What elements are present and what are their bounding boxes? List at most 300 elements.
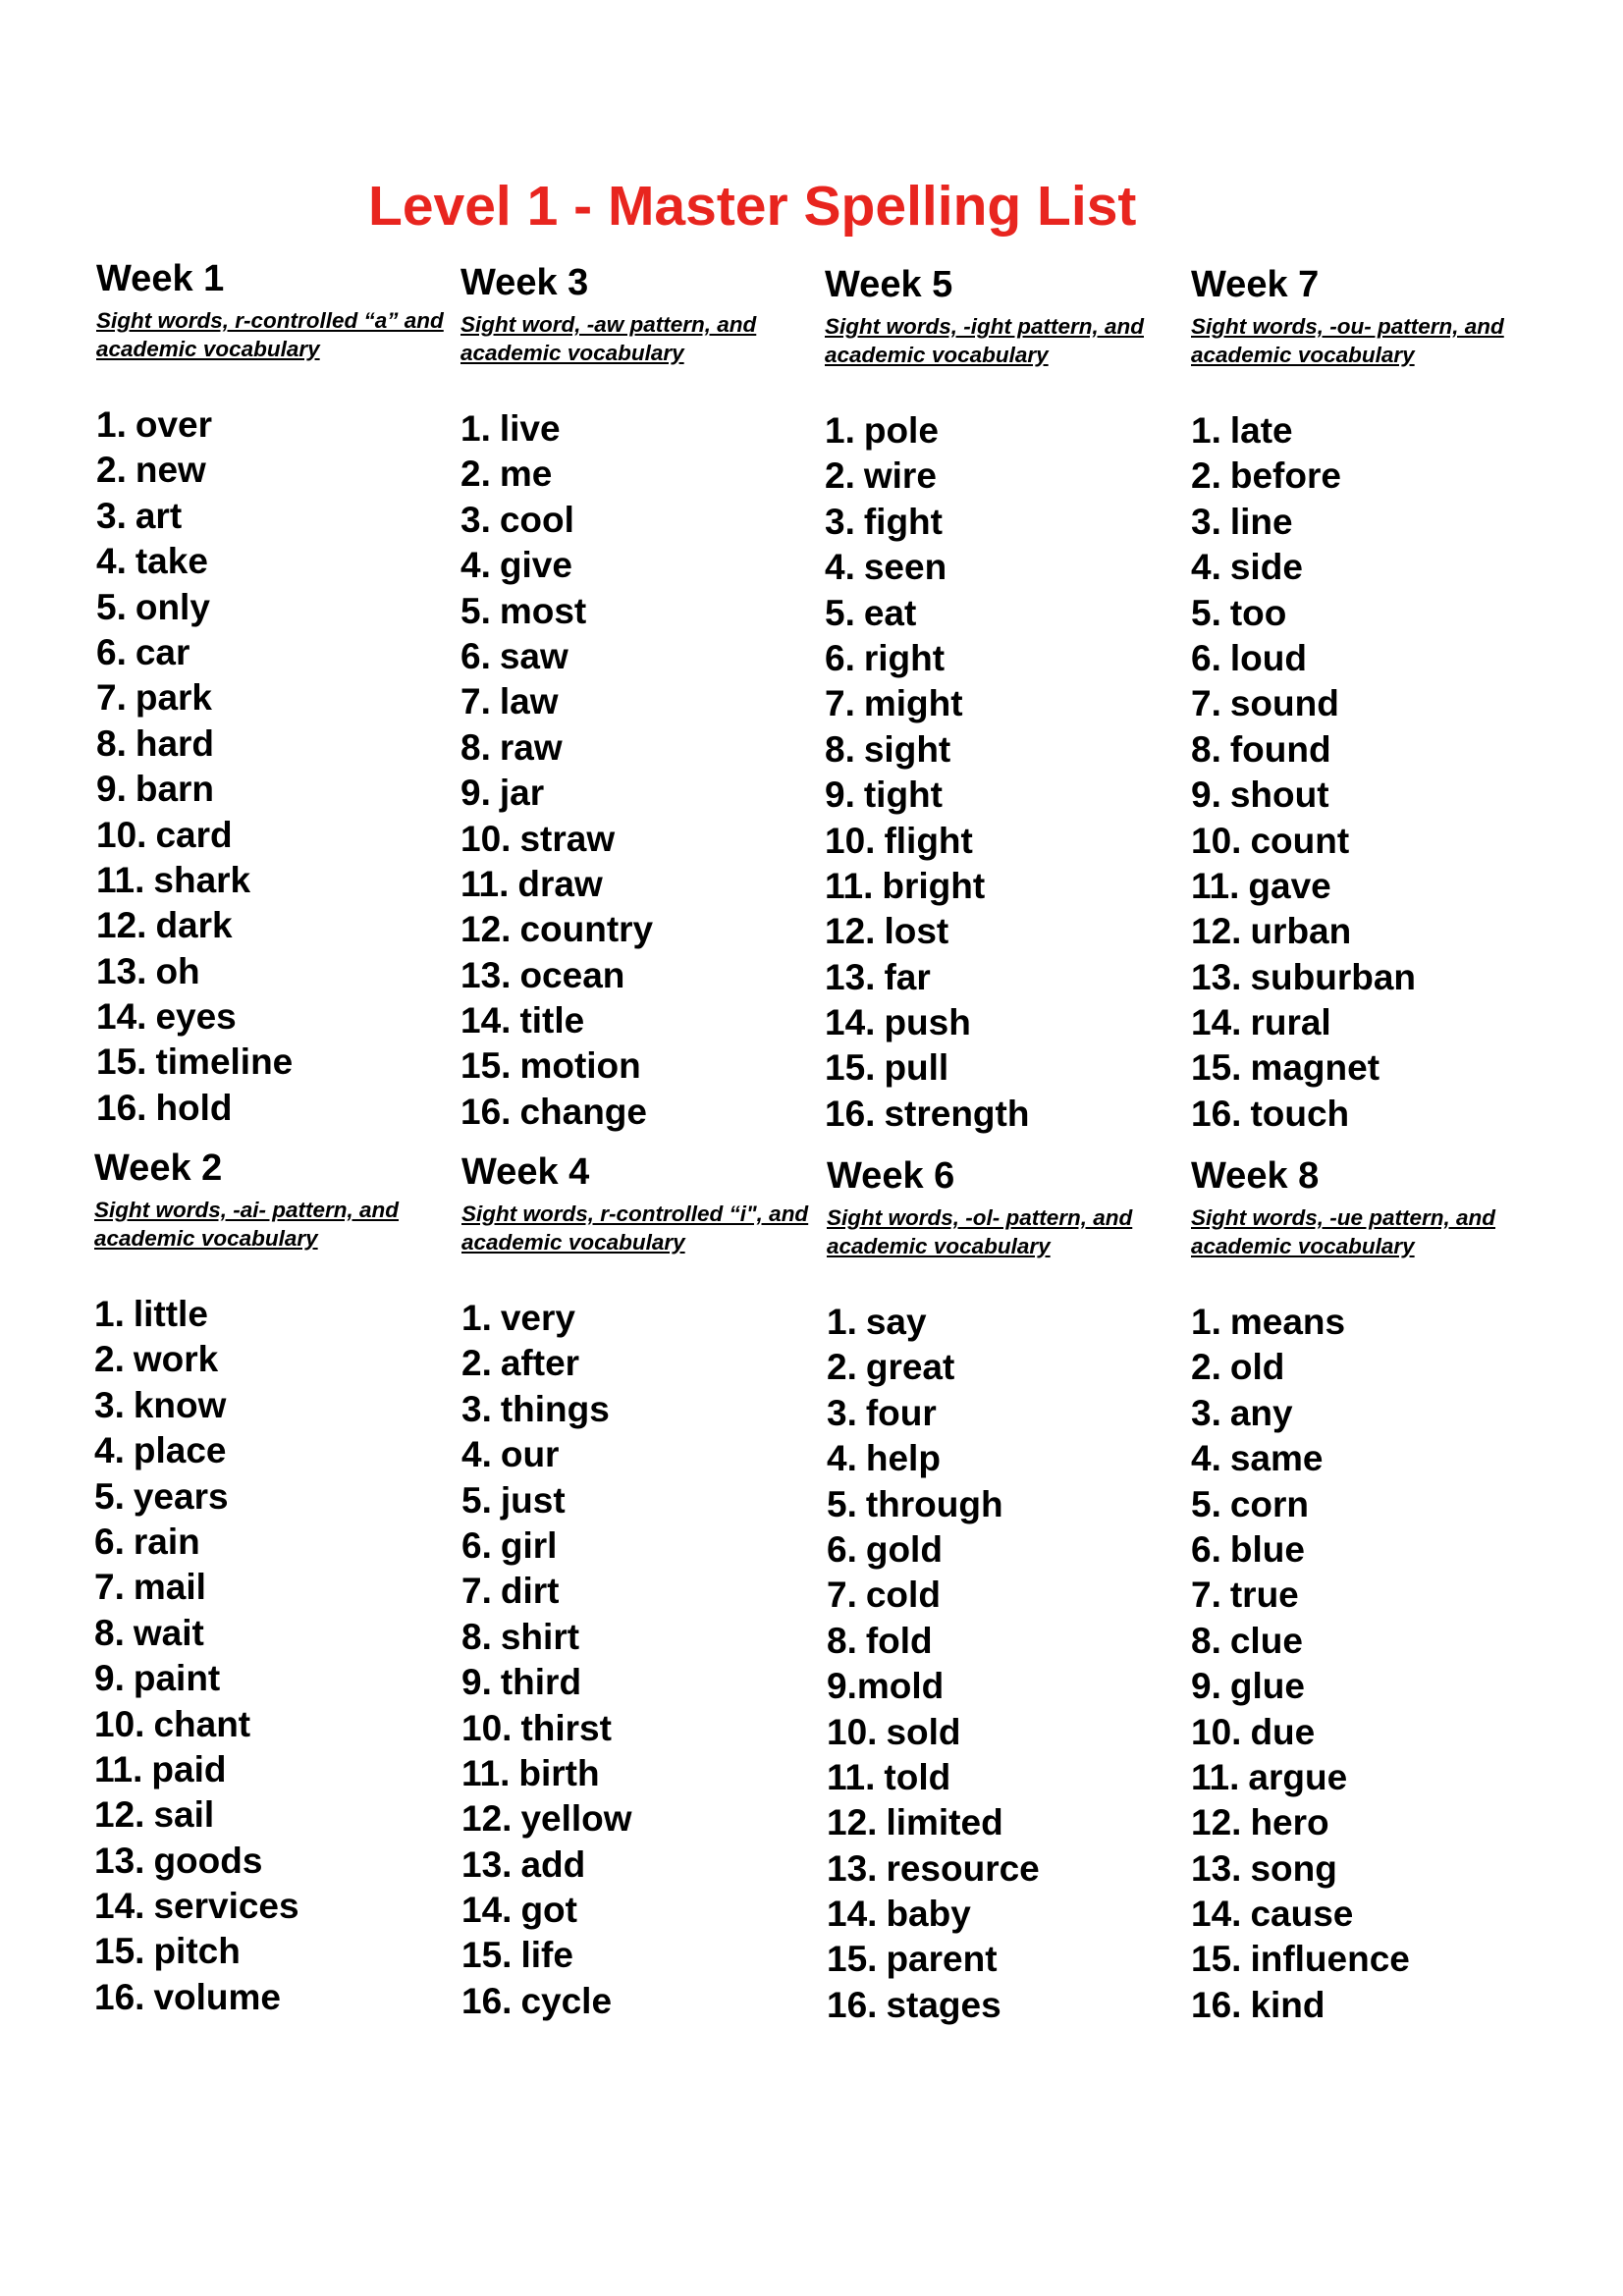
list-item — [96, 858, 293, 903]
list-item — [461, 1615, 632, 1660]
spelling-word: pull — [884, 1047, 949, 1089]
list-item — [96, 949, 293, 994]
item-number: 4. — [827, 1438, 857, 1479]
item-number: 1. — [825, 410, 855, 451]
list-item — [96, 903, 293, 948]
spelling-word: art — [135, 495, 183, 536]
list-item — [460, 907, 653, 952]
spelling-word: push — [884, 1002, 971, 1043]
list-item — [460, 953, 653, 998]
week-title: Week 4 — [461, 1151, 590, 1193]
item-number: 10. — [825, 820, 876, 861]
item-number: 9. — [1191, 1666, 1221, 1707]
list-item — [461, 1341, 632, 1386]
list-item — [1191, 1482, 1410, 1527]
week-subtitle: Sight words, -ight pattern, and academic vocabulary — [825, 314, 1144, 367]
list-item — [825, 1000, 1029, 1045]
spelling-word: late — [1229, 410, 1293, 451]
spelling-word: means — [1229, 1302, 1346, 1342]
list-item — [827, 1664, 1040, 1709]
list-item — [1191, 545, 1416, 590]
list-item — [460, 817, 653, 862]
item-number: 9. — [827, 1666, 857, 1707]
spelling-word: live — [499, 408, 561, 449]
spelling-word: after — [500, 1343, 580, 1384]
item-number: 16. — [825, 1093, 876, 1134]
item-number: 11. — [96, 859, 145, 900]
list-item — [1191, 1573, 1410, 1618]
spelling-word: hero — [1250, 1802, 1329, 1843]
item-number: 7. — [96, 677, 127, 719]
spelling-word: count — [1250, 820, 1350, 861]
spelling-word: side — [1229, 547, 1303, 588]
list-item — [460, 498, 653, 543]
item-number: 9. — [1191, 774, 1221, 816]
spelling-word: corn — [1229, 1483, 1310, 1524]
list-item — [825, 681, 1029, 726]
item-number: 3. — [461, 1388, 492, 1429]
list-item — [460, 998, 653, 1043]
list-item — [1191, 1092, 1416, 1137]
list-item — [461, 1432, 632, 1477]
list-item — [825, 727, 1029, 773]
spelling-word: tight — [863, 774, 943, 816]
spelling-word: urban — [1250, 911, 1352, 952]
item-number: 15. — [94, 1931, 145, 1972]
spelling-word: might — [863, 683, 963, 724]
item-number: 11. — [1191, 1756, 1240, 1797]
list-item — [825, 864, 1029, 909]
list-item — [96, 813, 293, 858]
spelling-word: resource — [886, 1847, 1040, 1889]
spelling-word: things — [500, 1388, 610, 1429]
list-item — [1191, 1664, 1410, 1709]
item-number: 12. — [96, 905, 147, 946]
list-item — [1191, 819, 1416, 864]
item-number: 10. — [96, 814, 147, 855]
item-number: 10. — [1191, 820, 1242, 861]
item-number: 5. — [461, 1479, 492, 1521]
spelling-word: say — [865, 1302, 927, 1342]
week-5-section — [825, 263, 1178, 1134]
list-item — [1191, 1045, 1416, 1091]
spelling-word: change — [519, 1091, 647, 1132]
list-item — [96, 994, 293, 1040]
spelling-word: timeline — [155, 1041, 294, 1083]
item-number: 15. — [461, 1935, 513, 1976]
list-item — [460, 406, 653, 452]
spelling-word: hold — [155, 1087, 233, 1128]
list-item — [827, 1619, 1040, 1664]
list-item — [825, 454, 1029, 499]
item-number: 2. — [1191, 1347, 1221, 1388]
spelling-word: sound — [1229, 683, 1339, 724]
item-number: 3. — [94, 1384, 125, 1425]
list-item — [827, 1937, 1040, 1982]
list-item — [827, 1710, 1040, 1755]
spelling-word: parent — [886, 1939, 998, 1980]
spelling-word: life — [520, 1935, 573, 1976]
spelling-word: paint — [133, 1658, 221, 1699]
item-number: 10. — [94, 1703, 145, 1744]
spelling-word: yellow — [520, 1798, 632, 1840]
week-6-section — [827, 1154, 1180, 2025]
spelling-word: limited — [886, 1802, 1003, 1843]
week-7-section — [1191, 263, 1544, 1134]
spelling-word: ocean — [519, 954, 625, 995]
item-number: 9. — [460, 773, 491, 814]
spelling-word: strength — [884, 1093, 1030, 1134]
list-item — [827, 1300, 1040, 1345]
list-item — [460, 679, 653, 724]
item-number: 7. — [94, 1567, 125, 1608]
list-item — [825, 1092, 1029, 1137]
list-item — [461, 1387, 632, 1432]
item-number: 13. — [827, 1847, 878, 1889]
item-number: 9. — [96, 769, 127, 810]
list-item — [827, 1892, 1040, 1937]
item-number: 12. — [94, 1794, 145, 1836]
week-title: Week 7 — [1191, 264, 1320, 305]
list-item — [461, 1523, 632, 1569]
item-number: 3. — [1191, 501, 1221, 542]
item-number: 6. — [1191, 1528, 1221, 1570]
list-item — [96, 448, 293, 493]
spelling-word: line — [1229, 501, 1293, 542]
item-number: 16. — [1191, 1093, 1242, 1134]
item-number: 14. — [1191, 1002, 1242, 1043]
item-number: 5. — [460, 590, 491, 631]
list-item — [460, 725, 653, 771]
item-number: 5. — [1191, 592, 1221, 633]
spelling-word: true — [1229, 1575, 1299, 1616]
week-2-section — [94, 1147, 448, 2017]
item-number: 14. — [460, 1000, 512, 1041]
spelling-word: mail — [133, 1567, 206, 1608]
list-item — [825, 773, 1029, 818]
spelling-word: services — [153, 1886, 299, 1927]
spelling-word: mold — [856, 1666, 945, 1707]
list-item — [827, 1482, 1040, 1527]
spelling-word: barn — [135, 769, 215, 810]
spelling-word: through — [865, 1483, 1003, 1524]
item-number: 1. — [1191, 1302, 1221, 1342]
item-number: 7. — [1191, 1575, 1221, 1616]
spelling-word: birth — [518, 1752, 600, 1793]
spelling-word: shirt — [500, 1616, 580, 1657]
item-number: 3. — [825, 501, 855, 542]
list-item — [461, 1478, 632, 1523]
item-number: 11. — [461, 1752, 511, 1793]
list-item — [96, 402, 293, 448]
list-item — [1191, 864, 1416, 909]
spelling-word: rural — [1250, 1002, 1331, 1043]
item-number: 4. — [460, 545, 491, 586]
list-item — [461, 1296, 632, 1341]
item-number: 12. — [460, 909, 512, 950]
item-number: 7. — [827, 1575, 857, 1616]
spelling-word: bright — [882, 865, 986, 906]
item-number: 8. — [825, 728, 855, 770]
list-item — [461, 1888, 632, 1933]
list-item — [1191, 909, 1416, 954]
item-number: 4. — [96, 541, 127, 582]
list-item — [825, 591, 1029, 636]
spelling-word: cycle — [520, 1980, 613, 2021]
spelling-word: far — [884, 956, 931, 997]
item-number: 2. — [94, 1339, 125, 1380]
item-number: 14. — [96, 996, 147, 1038]
list-item — [1191, 1345, 1410, 1390]
list-item — [96, 721, 293, 767]
list-item — [825, 909, 1029, 954]
list-item — [1191, 1892, 1410, 1937]
item-number: 1. — [96, 404, 127, 445]
item-number: 7. — [460, 681, 491, 722]
list-item — [96, 675, 293, 721]
word-list — [827, 1300, 1040, 2028]
spelling-word: only — [135, 586, 210, 627]
spelling-word: pitch — [153, 1931, 241, 1972]
item-number: 2. — [96, 450, 127, 491]
list-item — [461, 1706, 632, 1751]
spelling-word: saw — [499, 635, 568, 676]
item-number: 6. — [94, 1521, 125, 1562]
list-item — [1191, 1937, 1410, 1982]
item-number: 12. — [825, 911, 876, 952]
spelling-word: hard — [135, 722, 215, 764]
spelling-word: give — [499, 545, 572, 586]
list-item — [827, 1391, 1040, 1436]
list-item — [461, 1842, 632, 1888]
item-number: 6. — [827, 1528, 857, 1570]
spelling-word: song — [1250, 1847, 1337, 1889]
spelling-word: motion — [519, 1045, 641, 1087]
spelling-word: too — [1229, 592, 1287, 633]
item-number: 7. — [461, 1571, 492, 1612]
item-number: 10. — [827, 1711, 878, 1752]
spelling-word: before — [1229, 455, 1341, 497]
week-title: Week 6 — [827, 1155, 955, 1197]
list-item — [96, 494, 293, 539]
item-number: 5. — [825, 592, 855, 633]
list-item — [825, 1045, 1029, 1091]
list-item — [827, 1345, 1040, 1390]
list-item — [96, 539, 293, 584]
spelling-word: argue — [1248, 1756, 1348, 1797]
spelling-word: jar — [499, 773, 545, 814]
list-item — [1191, 454, 1416, 499]
item-number: 9. — [461, 1662, 492, 1703]
week-subtitle: Sight words, r-controlled “i", and academic vocabulary — [461, 1201, 809, 1255]
item-number: 6. — [96, 631, 127, 672]
spelling-word: cold — [865, 1575, 941, 1616]
list-item — [94, 1337, 299, 1382]
list-item — [94, 1702, 299, 1747]
week-title: Week 1 — [96, 258, 225, 299]
week-title: Week 5 — [825, 264, 953, 305]
list-item — [827, 1573, 1040, 1618]
list-item — [94, 1656, 299, 1701]
item-number: 7. — [825, 683, 855, 724]
item-number: 16. — [461, 1980, 513, 2021]
spelling-word: over — [135, 404, 213, 445]
list-item — [96, 1040, 293, 1085]
spelling-word: place — [133, 1430, 227, 1471]
week-title: Week 8 — [1191, 1155, 1320, 1197]
item-number: 15. — [1191, 1047, 1242, 1089]
word-list — [460, 406, 653, 1135]
list-item — [96, 767, 293, 812]
list-item — [827, 1436, 1040, 1481]
spelling-word: old — [1229, 1347, 1285, 1388]
spelling-word: years — [133, 1475, 229, 1517]
list-item — [825, 636, 1029, 681]
list-item — [1191, 1619, 1410, 1664]
list-item — [1191, 1710, 1410, 1755]
spelling-word: raw — [499, 726, 563, 768]
list-item — [94, 1884, 299, 1929]
spelling-word: sold — [886, 1711, 961, 1752]
item-number: 4. — [461, 1434, 492, 1475]
list-item — [94, 1929, 299, 1974]
item-number: 2. — [827, 1347, 857, 1388]
spelling-word: rain — [133, 1521, 200, 1562]
item-number: 15. — [460, 1045, 512, 1087]
item-number: 3. — [96, 495, 127, 536]
list-item — [1191, 636, 1416, 681]
list-item — [1191, 1391, 1410, 1436]
spelling-word: card — [155, 814, 233, 855]
item-number: 6. — [1191, 637, 1221, 678]
list-item — [460, 452, 653, 497]
item-number: 5. — [94, 1475, 125, 1517]
item-number: 16. — [827, 1984, 878, 2025]
item-number: 3. — [827, 1392, 857, 1433]
spelling-word: right — [863, 637, 946, 678]
item-number: 10. — [1191, 1711, 1242, 1752]
spelling-word: any — [1229, 1392, 1293, 1433]
spelling-word: our — [500, 1434, 560, 1475]
spelling-word: due — [1250, 1711, 1316, 1752]
spelling-word: title — [519, 1000, 585, 1041]
week-subtitle: Sight words, r-controlled “a” and academic vocabulary — [96, 308, 444, 361]
spelling-word: stages — [886, 1984, 1001, 2025]
week-subtitle: Sight words, -ol- pattern, and academic vocabulary — [827, 1205, 1133, 1258]
spelling-word: dirt — [500, 1571, 560, 1612]
list-item — [94, 1292, 299, 1337]
item-number: 10. — [460, 818, 512, 859]
list-item — [94, 1474, 299, 1520]
spelling-word: flight — [884, 820, 973, 861]
item-number: 8. — [1191, 1620, 1221, 1661]
spelling-word: influence — [1250, 1939, 1410, 1980]
spelling-word: kind — [1250, 1984, 1325, 2025]
spelling-word: pole — [863, 410, 939, 451]
spelling-word: lost — [884, 911, 949, 952]
item-number: 16. — [1191, 1984, 1242, 2025]
item-number: 11. — [460, 863, 510, 904]
spelling-word: straw — [519, 818, 616, 859]
list-item — [1191, 681, 1416, 726]
list-item — [94, 1792, 299, 1838]
item-number: 14. — [1191, 1894, 1242, 1935]
spelling-word: chant — [153, 1703, 251, 1744]
list-item — [1191, 1300, 1410, 1345]
spelling-word: great — [865, 1347, 955, 1388]
item-number: 13. — [96, 950, 147, 991]
item-number: 1. — [461, 1298, 492, 1338]
week-subtitle: Sight words, -ou- pattern, and academic vocabulary — [1191, 314, 1504, 367]
spelling-word: very — [500, 1298, 575, 1338]
item-number: 4. — [825, 547, 855, 588]
item-number: 1. — [1191, 410, 1221, 451]
spelling-word: found — [1229, 728, 1331, 770]
week-subtitle: Sight word, -aw pattern, and academic vocabulary — [460, 312, 757, 365]
list-item — [825, 955, 1029, 1000]
spelling-word: girl — [500, 1524, 558, 1566]
item-number: 13. — [460, 954, 512, 995]
item-number: 1. — [94, 1294, 125, 1334]
spelling-word: park — [135, 677, 213, 719]
item-number: 16. — [460, 1091, 512, 1132]
list-item — [1191, 727, 1416, 773]
spelling-word: cool — [499, 499, 574, 540]
list-item — [460, 634, 653, 679]
week-title: Week 3 — [460, 262, 589, 303]
spelling-word: cause — [1250, 1894, 1354, 1935]
list-item — [1191, 500, 1416, 545]
item-number: 8. — [94, 1612, 125, 1653]
spelling-word: fight — [863, 501, 943, 542]
spelling-word: car — [135, 631, 190, 672]
item-number: 10. — [461, 1707, 513, 1748]
list-item — [1191, 1000, 1416, 1045]
word-list — [825, 408, 1029, 1137]
week-title: Week 2 — [94, 1148, 223, 1189]
spelling-word: sail — [153, 1794, 215, 1836]
item-number: 8. — [460, 726, 491, 768]
list-item — [460, 1090, 653, 1135]
list-item — [827, 1983, 1040, 2028]
item-number: 14. — [825, 1002, 876, 1043]
spelling-word: gave — [1248, 865, 1331, 906]
list-item — [461, 1660, 632, 1705]
list-item — [825, 819, 1029, 864]
list-item — [827, 1846, 1040, 1892]
item-number: 8. — [1191, 728, 1221, 770]
item-number: 6. — [461, 1524, 492, 1566]
spelling-word: add — [520, 1843, 586, 1885]
spelling-word: fold — [865, 1620, 933, 1661]
item-number: 3. — [460, 499, 491, 540]
item-number: 5. — [827, 1483, 857, 1524]
item-number: 13. — [1191, 1847, 1242, 1889]
item-number: 11. — [1191, 865, 1240, 906]
item-number: 2. — [461, 1343, 492, 1384]
list-item — [825, 408, 1029, 454]
list-item — [96, 585, 293, 630]
spelling-word: work — [133, 1339, 219, 1380]
word-list — [1191, 1300, 1410, 2028]
spelling-word: third — [500, 1662, 582, 1703]
list-item — [1191, 1755, 1410, 1800]
list-item — [460, 1043, 653, 1089]
list-item — [96, 1086, 293, 1131]
spelling-word: seen — [863, 547, 947, 588]
item-number: 5. — [1191, 1483, 1221, 1524]
week-subtitle: Sight words, -ue pattern, and academic vocabulary — [1191, 1205, 1496, 1258]
